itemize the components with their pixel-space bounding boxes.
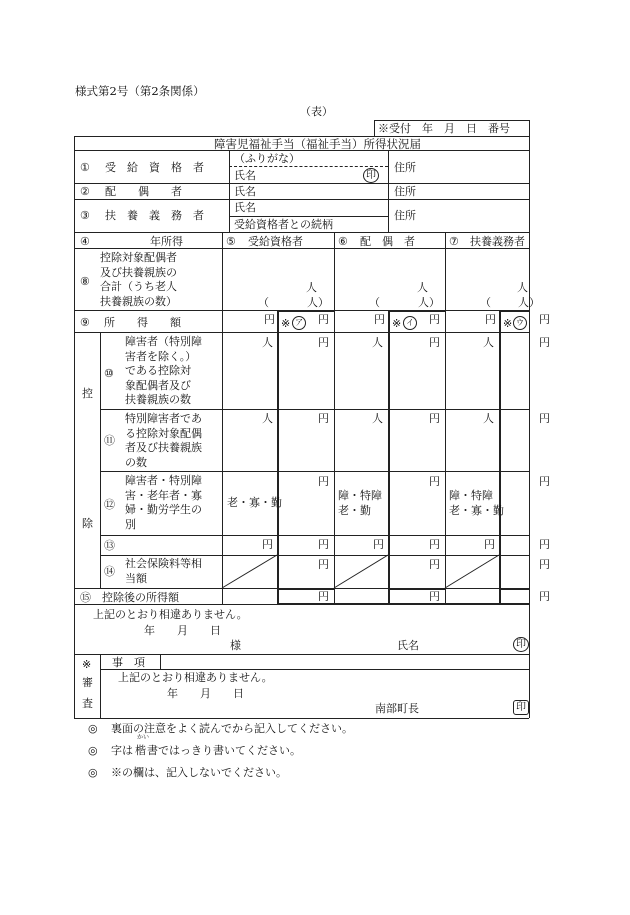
row9-c7x-yen: 円	[539, 313, 550, 326]
row10-c6-nin: 人	[372, 336, 383, 349]
row8-c6-paren-close: 人）	[418, 296, 440, 309]
recipient-address-label: 住所	[394, 161, 416, 174]
receipt-box-top	[374, 120, 529, 121]
note2-ruby: かい	[137, 734, 150, 741]
marker-7: ⑦	[449, 235, 459, 248]
row13-c5x-yen: 円	[318, 538, 329, 551]
declaration-seal: 印	[513, 637, 529, 652]
row10-c5x-yen: 円	[318, 336, 329, 349]
marker-10: ⑩	[104, 367, 114, 380]
declaration-date: 年 月 日	[144, 624, 221, 637]
row9-mark-a: ア	[292, 316, 306, 330]
koujo-label-2: 除	[82, 517, 93, 530]
note2-text-b: 書ではっきり書いてください。	[147, 744, 301, 757]
row9-c5x-yen: 円	[318, 313, 329, 326]
row11-c5-nin: 人	[262, 412, 273, 425]
marker-13: ⑬	[104, 539, 115, 552]
row14-label: 社会保険料等相 当額	[125, 557, 202, 585]
marker-12: ⑫	[104, 498, 115, 511]
marker-14: ⑭	[104, 565, 115, 578]
row10-c7-nin: 人	[483, 336, 494, 349]
marker-15: ⑮	[80, 591, 91, 604]
row13-c5-yen: 円	[262, 538, 273, 551]
spouse-name-label: 氏名	[234, 185, 256, 198]
row9-c7-yen: 円	[485, 313, 496, 326]
row15-c7x-yen: 円	[539, 590, 550, 603]
row9-label: 所 得 額	[104, 316, 181, 329]
row9-c5-yen: 円	[264, 313, 275, 326]
form-side-label: （表）	[300, 105, 333, 118]
row9-c6-kome: ※	[392, 317, 402, 330]
recipient-seal: 印	[363, 168, 379, 183]
marker-1: ①	[80, 161, 90, 174]
koujo-label-1: 控	[82, 387, 93, 400]
col-supporter-header: 扶養義務者	[470, 235, 525, 248]
row14-c5-diagonal	[222, 555, 278, 588]
row11-c7x-yen: 円	[539, 412, 550, 425]
note2-text-a: 字は	[111, 744, 133, 757]
supporter-name-label: 氏名	[234, 201, 256, 214]
recipient-furigana-label: （ふりがな）	[234, 152, 300, 165]
marker-4: ④	[80, 235, 90, 248]
declaration-name-label: 氏名	[397, 639, 419, 652]
note2-mark: ◎	[88, 744, 98, 757]
receipt-stamp-area: ※受付 年 月 日 番号	[378, 122, 510, 135]
row12-c7-category: 障・特障 老・寡・勤	[449, 489, 504, 517]
row15-label: 控除後の所得額	[102, 591, 179, 604]
row10-c7x-yen: 円	[539, 336, 550, 349]
row13-c7x-yen: 円	[539, 538, 550, 551]
row11-c6x-yen: 円	[429, 412, 440, 425]
row15-c6x-yen: 円	[429, 590, 440, 603]
row9-mark-i: イ	[403, 316, 417, 330]
declaration-sama: 様	[230, 639, 241, 652]
recipient-label: 受 給 資 格 者	[105, 161, 204, 174]
row12-c7x-yen: 円	[539, 475, 550, 488]
marker-8: ⑧	[80, 275, 90, 288]
note1-mark: ◎	[88, 722, 98, 735]
row12-c5-category: 老・寡・勤	[227, 496, 282, 509]
row8-c6-paren-open: （	[369, 296, 380, 309]
row8-c7-paren-close: 人）	[518, 296, 540, 309]
spouse-address-label: 住所	[394, 185, 416, 198]
row10-c5-nin: 人	[262, 336, 273, 349]
row12-c6-category: 障・特障 老・勤	[338, 489, 382, 517]
marker-2: ②	[80, 185, 90, 198]
marker-6: ⑥	[338, 235, 348, 248]
row14-c5x-yen: 円	[318, 558, 329, 571]
row11-c7-nin: 人	[483, 412, 494, 425]
col-recipient-header: 受給資格者	[248, 235, 303, 248]
row13-c6x-yen: 円	[429, 538, 440, 551]
marker-5: ⑤	[226, 235, 236, 248]
supporter-address-label: 住所	[394, 209, 416, 222]
row9-c6x-yen: 円	[429, 313, 440, 326]
row10-c6x-yen: 円	[429, 336, 440, 349]
row10-label: 障害者（特別障 害者を除く。） である控除対 象配偶者及び 扶養親族の数	[125, 335, 202, 406]
recipient-name-label: 氏名	[234, 169, 256, 182]
row8-c7-count-unit: 人	[517, 281, 528, 294]
row8-c7-paren-open: （	[480, 296, 491, 309]
row12-label: 障害者・特別障 害・老年者・寡 婦・勤労学生の 別	[125, 474, 202, 531]
row8-c5-paren-close: 人）	[307, 296, 329, 309]
row11-label: 特別障害者であ る控除対象配偶 者及び扶養親族 の数	[125, 412, 202, 469]
marker-9: ⑨	[80, 316, 90, 329]
review-side-3: 査	[82, 697, 93, 710]
row15-c5x-yen: 円	[318, 590, 329, 603]
note2-kaisho: 楷	[135, 744, 146, 757]
row8-c5-count-unit: 人	[306, 281, 317, 294]
spouse-label: 配 偶 者	[105, 185, 182, 198]
review-jikou-label: 事 項	[112, 656, 145, 669]
year-income-header: 年所得	[150, 235, 183, 248]
row12-c5x-yen: 円	[318, 475, 329, 488]
row12-c6x-yen: 円	[429, 475, 440, 488]
row11-c5x-yen: 円	[318, 412, 329, 425]
col-spouse-header: 配 偶 者	[360, 235, 415, 248]
note3-mark: ◎	[88, 766, 98, 779]
note1-text: 裏面の注意をよく読んでから記入してください。	[111, 722, 353, 735]
review-official: 南部町長	[375, 702, 419, 715]
supporter-label: 扶 養 義 務 者	[105, 209, 204, 222]
row14-c6-diagonal	[334, 555, 389, 588]
declaration-text: 上記のとおり相違ありません。	[93, 608, 248, 621]
note3-text: ※の欄は、記入しないでください。	[111, 766, 287, 779]
row14-c7x-yen: 円	[539, 558, 550, 571]
review-side-2: 審	[82, 676, 93, 689]
row8-c5-paren-open: （	[258, 296, 269, 309]
review-kome: ※	[82, 658, 92, 671]
form-number: 様式第2号（第2条関係）	[75, 84, 205, 98]
row14-c7-diagonal	[445, 555, 500, 588]
review-text: 上記のとおり相違ありません。	[118, 671, 273, 684]
row9-mark-u: ウ	[513, 316, 527, 330]
receipt-box-left	[374, 120, 375, 136]
marker-3: ③	[80, 209, 90, 222]
row14-c6x-yen: 円	[429, 558, 440, 571]
form-title: 障害児福祉手当（福祉手当）所得状況届	[214, 137, 421, 151]
row13-c6-yen: 円	[373, 538, 384, 551]
row11-c6-nin: 人	[372, 412, 383, 425]
marker-11: ⑪	[104, 434, 115, 447]
row9-c7-kome: ※	[503, 317, 513, 330]
row13-c7-yen: 円	[484, 538, 495, 551]
review-seal: 印	[513, 700, 529, 715]
review-date: 年 月 日	[167, 687, 244, 700]
row8-c6-count-unit: 人	[417, 281, 428, 294]
row9-c6-yen: 円	[374, 313, 385, 326]
supporter-relation-label: 受給資格者との続柄	[234, 218, 333, 231]
row9-c5-kome: ※	[281, 317, 291, 330]
row8-label: 控除対象配偶者 及び扶養親族の 合計（うち老人 扶養親族の数）	[100, 251, 177, 308]
